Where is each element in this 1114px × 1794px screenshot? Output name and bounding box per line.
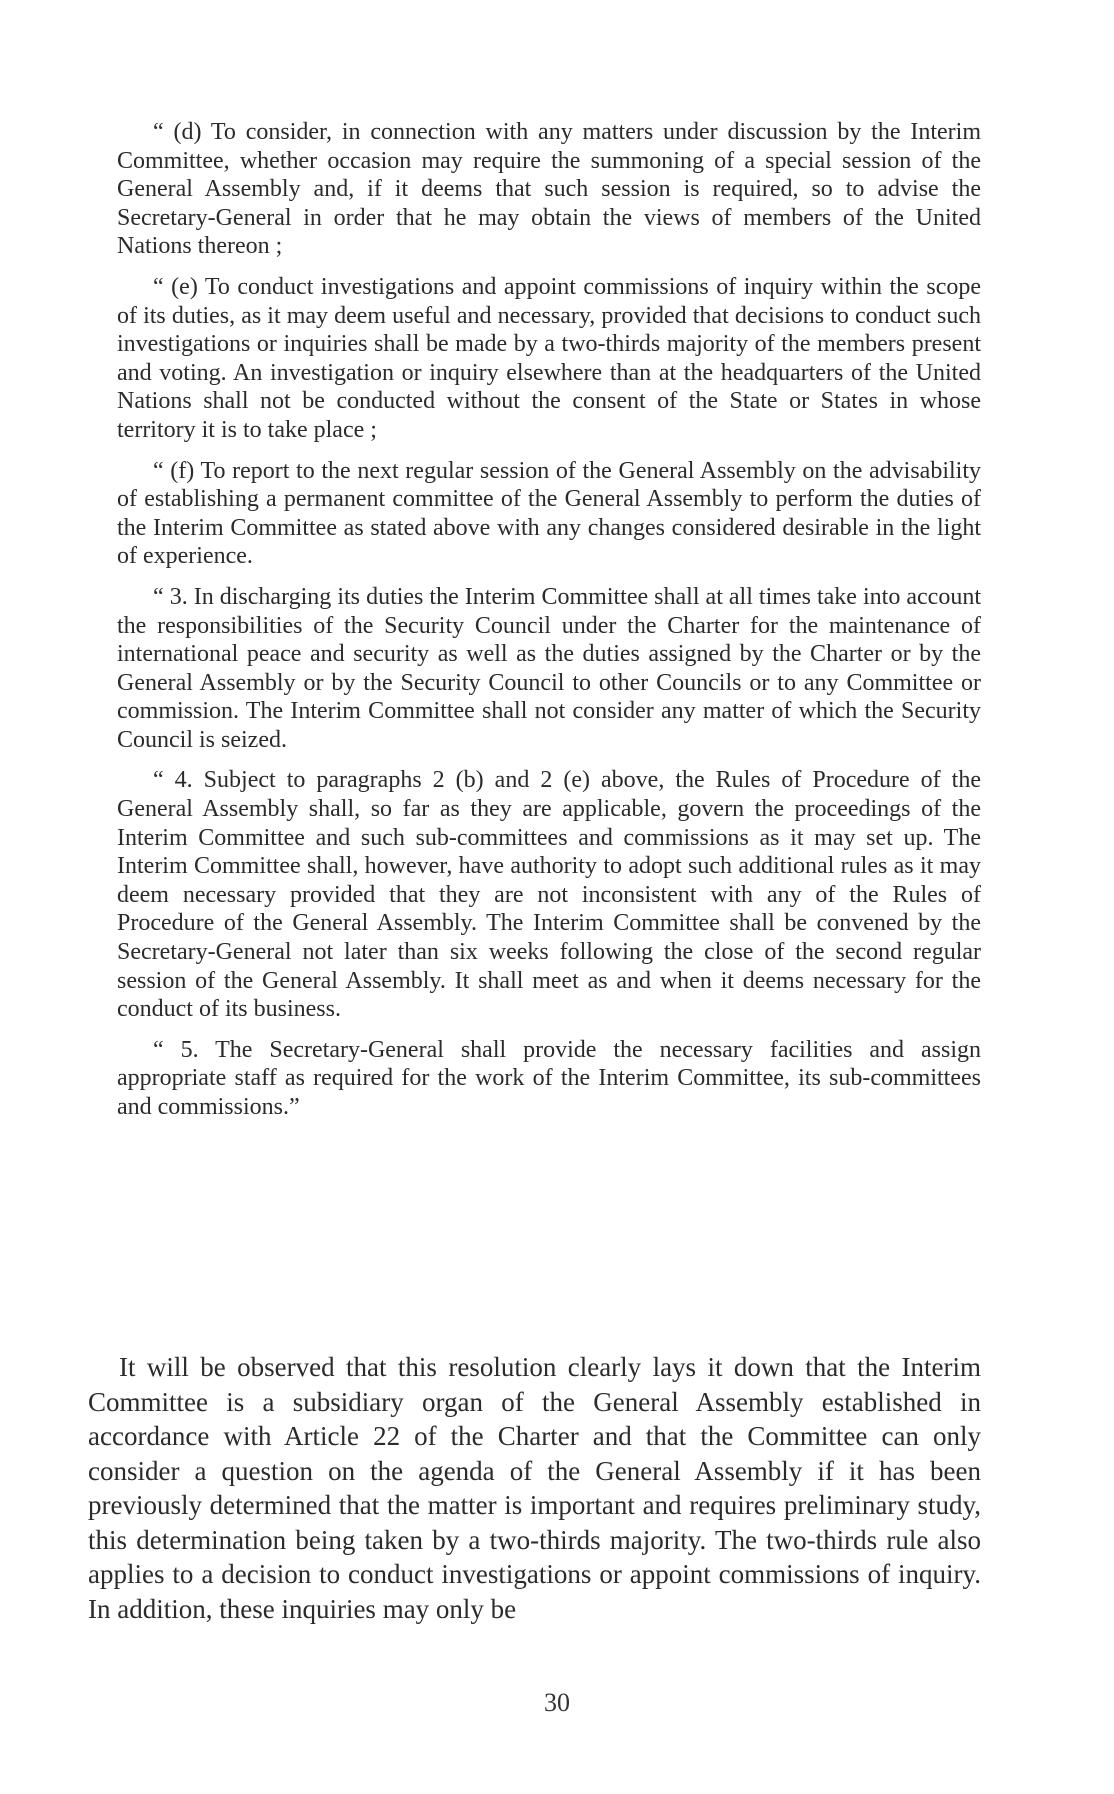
clause-e-paragraph: “ (e) To conduct investigations and appoint commissions of inquiry within the scope of its duties, as it may deem useful and necessary, provided that decisions to conduct such investigations or inquiries shall be made by a two-thirds majority of the members present and voting. An investigation or inquiry elsewhere than at the headquarters of the United Nations shall not be conducted without the consent of the State or States in whose territory it is to take place ;	[117, 273, 981, 443]
paragraph-5: “ 5. The Secretary-General shall provide the necessary facilities and assign appropriate staff as required for the work of the Interim Committee, its sub-committees and commissions.”	[117, 1036, 981, 1120]
commentary-paragraph: It will be observed that this resolution clearly lays it down that the Interim Committee is a subsidiary organ of the General Assembly established in accordance with Article 22 of the Charter and that the Committee can only consider a question on the agenda of the General Assembly if it has been previously determined that the matter is important and requires preliminary study, this determination being taken by a two-thirds majority. The two-thirds rule also applies to a decision to conduct investigations or appoint commissions of inquiry. In addition, these inquiries may only be	[88, 1352, 981, 1624]
paragraph-3: “ 3. In discharging its duties the Interim Committee shall at all times take into account the responsibilities of the Security Council under the Charter for the maintenance of international peace and security as well as the duties assigned by the Charter or by the General Assembly or by the Security Council to other Councils or to any Committee or commission. The Interim Committee shall not consider any matter of which the Security Council is seized.	[117, 583, 981, 753]
clause-f-paragraph: “ (f) To report to the next regular session of the General Assembly on the advisability of establishing a permanent committee of the General Assembly to perform the duties of the Interim Committee as stated above with any changes considered desirable in the light of experience.	[117, 457, 981, 570]
page-number: 30	[544, 1688, 570, 1717]
quoted-resolution-text	[117, 118, 981, 1134]
clause-d-paragraph: “ (d) To consider, in connection with any matters under discussion by the Interim Committee, whether occasion may require the summoning of a special session of the General Assembly and, if it deems that such session is required, so to advise the Secretary-General in order that he may obtain the views of members of the United Nations thereon ;	[117, 119, 981, 260]
commentary-text	[88, 1350, 981, 1626]
paragraph-4: “ 4. Subject to paragraphs 2 (b) and 2 (e) above, the Rules of Procedure of the General Assembly shall, so far as they are applicable, govern the proceedings of the Interim Committee and such sub-committees and commissions as it may set up. The Interim Committee shall, however, have authority to adopt such additional rules as it may deem necessary provided that they are not inconsistent with any of the Rules of Procedure of the General Assembly. The Interim Committee shall be convened by the Secretary-General not later than six weeks following the close of the second regular session of the General Assembly. It shall meet as and when it deems necessary for the conduct of its business.	[117, 767, 981, 1023]
